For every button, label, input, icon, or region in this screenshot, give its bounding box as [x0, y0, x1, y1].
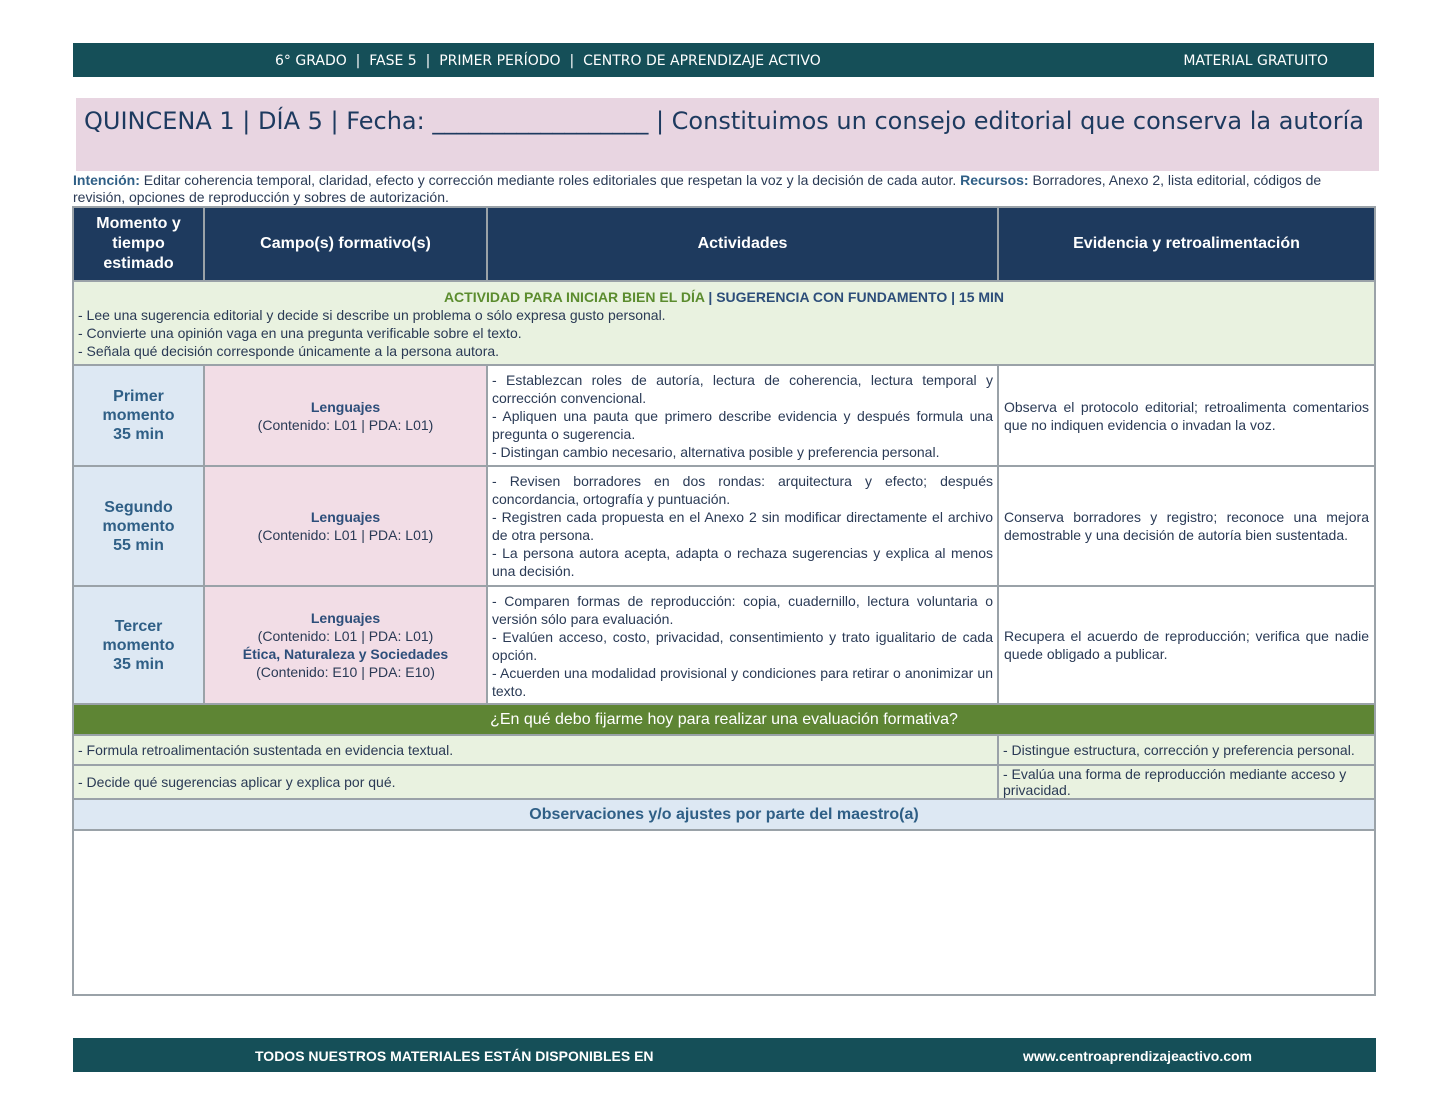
activity-item: - Distingan cambio necesario, alternativa posible y preferencia personal.: [492, 444, 940, 460]
evidence-cell: Recupera el acuerdo de reproducción; verifica que nadie quede obligado a publicar.: [998, 586, 1375, 704]
moment-name: Tercer momento: [102, 617, 175, 654]
evaluation-item: - Evalúa una forma de reproducción mediante acceso y privacidad.: [998, 765, 1375, 799]
footer-website-link[interactable]: www.centroaprendizajeactivo.com: [1023, 1048, 1252, 1064]
table-header-row: [73, 207, 1375, 281]
evaluation-row: [73, 765, 1375, 799]
page-title: QUINCENA 1 | DÍA 5 | Fecha: __________________ | Constituimos un consejo editorial que conserva la autoría: [84, 107, 1364, 135]
evaluation-item: - Formula retroalimentación sustentada en evidencia textual.: [73, 735, 998, 765]
observations-area[interactable]: [73, 830, 1375, 995]
campo-name: Lenguajes: [310, 509, 381, 525]
intent-paragraph: [73, 172, 1373, 206]
moment-time: 55 min: [113, 536, 164, 554]
activity-item: - Registren cada propuesta en el Anexo 2 sin modificar directamente el archivo de otra persona.: [492, 509, 993, 543]
header-campo: Campo(s) formativo(s): [204, 207, 487, 281]
moment-name: Primer momento: [102, 388, 175, 424]
evaluation-item: - Decide qué sugerencias aplicar y explica por qué.: [73, 765, 998, 799]
header-bar: [73, 43, 1374, 77]
activities-cell: [487, 586, 998, 704]
header-info: 6° GRADO | FASE 5 | PRIMER PERÍODO | CENTRO DE APRENDIZAJE ACTIVO: [275, 53, 821, 69]
campo-detail: (Contenido: E10 | PDA: E10): [256, 664, 435, 680]
evidence-cell: Observa el protocolo editorial; retroalimenta comentarios que no indiquen evidencia o invadan la voz.: [998, 365, 1375, 466]
header-evidence: Evidencia y retroalimentación: [998, 207, 1375, 281]
campo-name: Lenguajes: [310, 610, 381, 626]
campo-detail: (Contenido: L01 | PDA: L01): [257, 416, 434, 433]
planning-table: [72, 206, 1376, 996]
start-activity-row: [73, 281, 1375, 365]
campo-cell: [204, 365, 487, 466]
activity-item: - Revisen borradores en dos rondas: arquitectura y efecto; después concordancia, ortografía y puntuación.: [492, 473, 993, 507]
campo-cell: [204, 466, 487, 586]
activity-item: - Establezcan roles de autoría, lectura de coherencia, lectura temporal y corrección convencional.: [492, 372, 993, 406]
observations-header-row: [73, 799, 1375, 830]
moment-time: 35 min: [113, 426, 164, 443]
campo-name: Ética, Naturaleza y Sociedades: [242, 646, 449, 662]
moment-row-1: [73, 365, 1375, 466]
activity-item: - Comparen formas de reproducción: copia, cuadernillo, lectura voluntaria o versión sólo para evaluación.: [492, 593, 993, 627]
observations-body-row: [73, 830, 1375, 995]
start-item: - Lee una sugerencia editorial y decide si describe un problema o sólo expresa gusto personal.: [78, 307, 666, 323]
evaluation-header-row: [73, 704, 1375, 735]
evidence-cell: Conserva borradores y registro; reconoce una mejora demostrable y una decisión de autoría bien sustentada.: [998, 466, 1375, 586]
start-item: - Señala qué decisión corresponde únicamente a la persona autora.: [78, 343, 500, 359]
start-activity-cell: [73, 281, 1375, 365]
start-item: - Convierte una opinión vaga en una pregunta verificable sobre el texto.: [78, 325, 522, 341]
intent-text: Editar coherencia temporal, claridad, efecto y corrección mediante roles editoriales que respetan la voz y la decisión de cada autor.: [139, 172, 961, 188]
start-activity-title-rest: | SUGERENCIA CON FUNDAMENTO | 15 MIN: [704, 289, 1005, 305]
resources-text: Borradores, Anexo 2, lista editorial, códigos de revisión, opciones de reproducción y sobres de autorización.: [73, 172, 1322, 205]
moment-name: Segundo momento: [102, 498, 175, 535]
moment-cell: [73, 586, 204, 704]
header-free-material: MATERIAL GRATUITO: [1183, 53, 1328, 69]
moment-time: 35 min: [113, 655, 164, 673]
moment-row-2: [73, 466, 1375, 586]
activity-item: - Evalúen acceso, costo, privacidad, consentimiento y trato igualitario de cada opción.: [492, 629, 993, 663]
campo-detail: (Contenido: L01 | PDA: L01): [257, 628, 434, 644]
campo-detail: (Contenido: L01 | PDA: L01): [257, 527, 434, 543]
activity-item: - Apliquen una pauta que primero describe evidencia y después formula una pregunta o sugerencia.: [492, 408, 993, 442]
title-box: [76, 98, 1379, 171]
footer-bar: [73, 1038, 1376, 1072]
intent-label: Intención:: [73, 172, 140, 188]
observations-title: Observaciones y/o ajustes por parte del maestro(a): [73, 799, 1375, 830]
evaluation-row: [73, 735, 1375, 765]
header-activities: Actividades: [487, 207, 998, 281]
moment-row-3: [73, 586, 1375, 704]
start-activity-title: [78, 288, 1370, 306]
moment-cell: [73, 466, 204, 586]
activity-item: - La persona autora acepta, adapta o rechaza sugerencias y explica al menos una decisión.: [492, 545, 993, 579]
footer-text: TODOS NUESTROS MATERIALES ESTÁN DISPONIBLES EN: [255, 1048, 654, 1064]
start-activity-title-green: ACTIVIDAD PARA INICIAR BIEN EL DÍA: [443, 289, 705, 305]
activity-item: - Acuerden una modalidad provisional y condiciones para retirar o anonimizar un texto.: [492, 665, 993, 699]
evaluation-item: - Distingue estructura, corrección y preferencia personal.: [998, 735, 1375, 765]
moment-cell: [73, 365, 204, 466]
evaluation-title: ¿En qué debo fijarme hoy para realizar una evaluación formativa?: [73, 704, 1375, 735]
campo-name: Lenguajes: [310, 398, 381, 415]
header-moment: Momento y tiempo estimado: [73, 207, 204, 281]
campo-cell: [204, 586, 487, 704]
activities-cell: [487, 365, 998, 466]
resources-label: Recursos:: [960, 172, 1029, 188]
activities-cell: [487, 466, 998, 586]
